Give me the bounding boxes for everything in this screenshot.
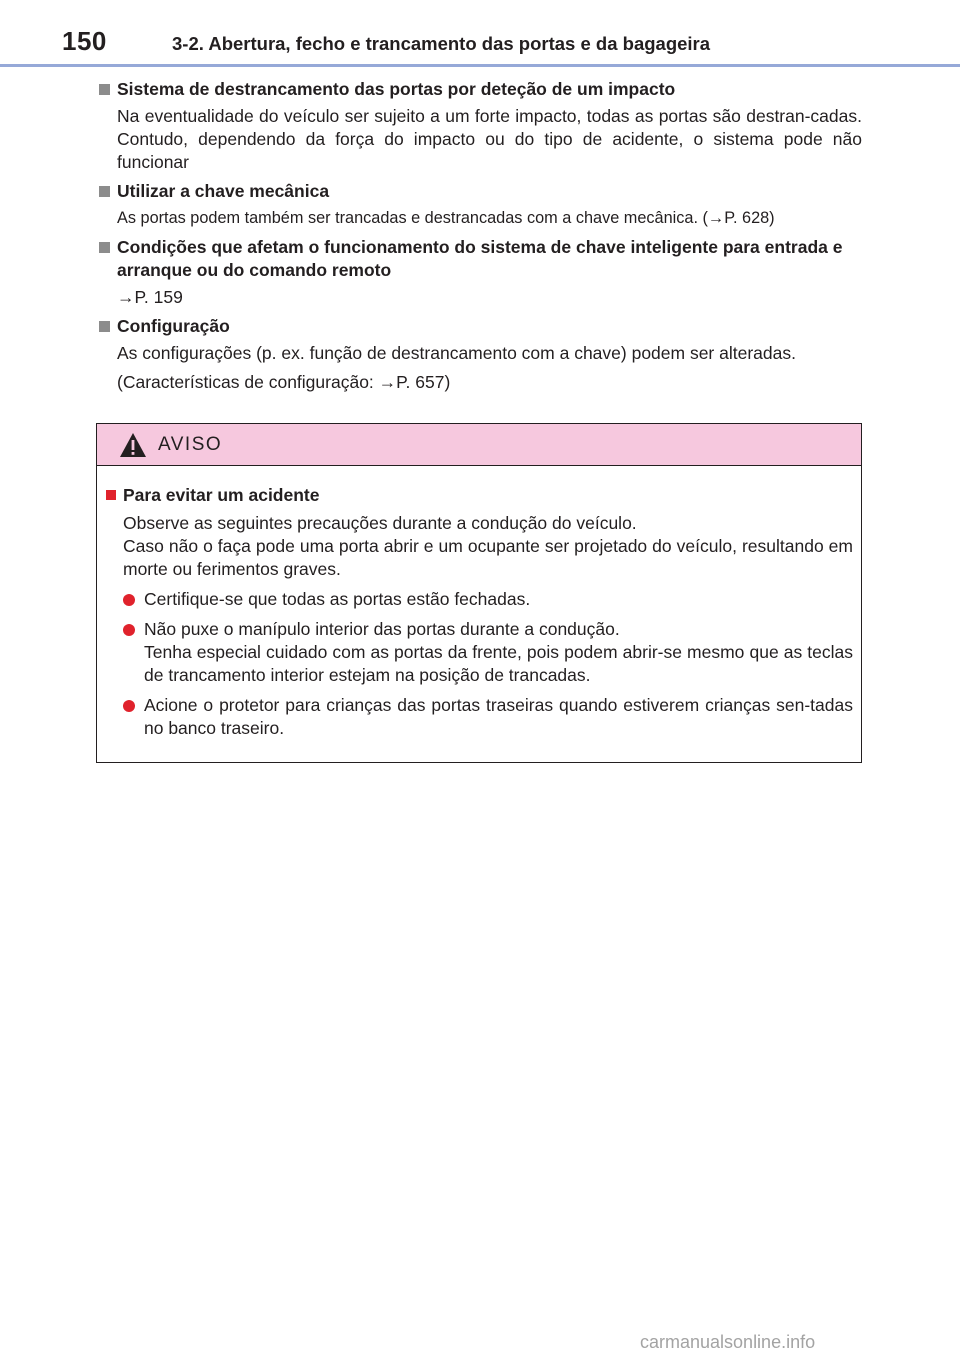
warning-intro: [123, 512, 853, 581]
warning-title: AVISO: [158, 434, 223, 455]
header-rule: [0, 64, 960, 67]
warning-item-line: Não puxe o manípulo interior das portas durante a condução.: [144, 619, 620, 639]
section-heading: [96, 315, 862, 338]
red-dot-bullet-icon: [123, 624, 135, 636]
warning-triangle-icon: [119, 432, 147, 458]
warning-intro-line: Observe as seguintes precauções durante a condução do veículo.: [123, 513, 637, 533]
warning-intro-line: Caso não o faça pode uma porta abrir e um ocupante ser projetado do veículo, resultando em morte ou ferimentos graves.: [123, 536, 853, 579]
section-body: [96, 286, 862, 309]
warning-item-line: Certifique-se que todas as portas estão fechadas.: [144, 589, 531, 609]
section-body: [96, 207, 862, 230]
warning-item: [123, 588, 853, 611]
warning-heading: [123, 484, 853, 507]
red-square-bullet-icon: [106, 490, 116, 500]
section-heading-text: Configuração: [117, 316, 230, 336]
warning-item-line: Tenha especial cuidado com as portas da frente, pois podem abrir-se mesmo que as teclas de trancamento interior estejam na posição de trancadas.: [144, 642, 853, 685]
section-body: [96, 105, 862, 174]
red-dot-bullet-icon: [123, 700, 135, 712]
page-reference-link[interactable]: →P. 159: [117, 287, 183, 307]
section-heading-text: Condições que afetam o funcionamento do sistema de chave inteligente para entrada e arranque ou do comando remoto: [117, 237, 843, 280]
section-smart-key-conditions: [96, 236, 862, 309]
section-heading: [96, 180, 862, 203]
section-configuration: [96, 315, 862, 394]
warning-body: [97, 466, 861, 740]
warning-item: [123, 694, 853, 740]
watermark: carmanualsonline.info: [640, 1332, 816, 1352]
main-content: [96, 78, 862, 400]
section-heading-text: Utilizar a chave mecânica: [117, 181, 330, 201]
red-dot-bullet-icon: [123, 594, 135, 606]
paragraph: Na eventualidade do veículo ser sujeito a um forte impacto, todas as portas são destran-cadas. Contudo, dependendo da força do impacto ou do tipo de acidente, o sistema pode não funcionar: [117, 106, 862, 172]
square-bullet-icon: [99, 242, 110, 253]
paragraph: As configurações (p. ex. função de destrancamento com a chave) podem ser alteradas.: [117, 343, 796, 363]
page-header: [0, 0, 960, 66]
paragraph-link-p657[interactable]: (Características de configuração: →P. 657): [117, 372, 451, 392]
section-mechanical-key: [96, 180, 862, 230]
section-impact-unlock: [96, 78, 862, 174]
warning-item-line: Acione o protetor para crianças das portas traseiras quando estiverem crianças sen-tadas no banco traseiro.: [144, 695, 853, 738]
warning-header: [97, 424, 861, 466]
square-bullet-icon: [99, 321, 110, 332]
section-body: [96, 342, 862, 394]
page-number: 150: [62, 26, 107, 56]
warning-box: [96, 423, 862, 763]
section-heading: [96, 78, 862, 101]
square-bullet-icon: [99, 84, 110, 95]
warning-heading-text: Para evitar um acidente: [123, 485, 320, 505]
warning-item: [123, 618, 853, 687]
section-heading: [96, 236, 862, 282]
square-bullet-icon: [99, 186, 110, 197]
section-heading-text: Sistema de destrancamento das portas por deteção de um impacto: [117, 79, 676, 99]
chapter-title: 3-2. Abertura, fecho e trancamento das portas e da bagageira: [172, 33, 711, 54]
paragraph-link-p628[interactable]: As portas podem também ser trancadas e destrancadas com a chave mecânica. (→P. 628): [117, 209, 775, 227]
